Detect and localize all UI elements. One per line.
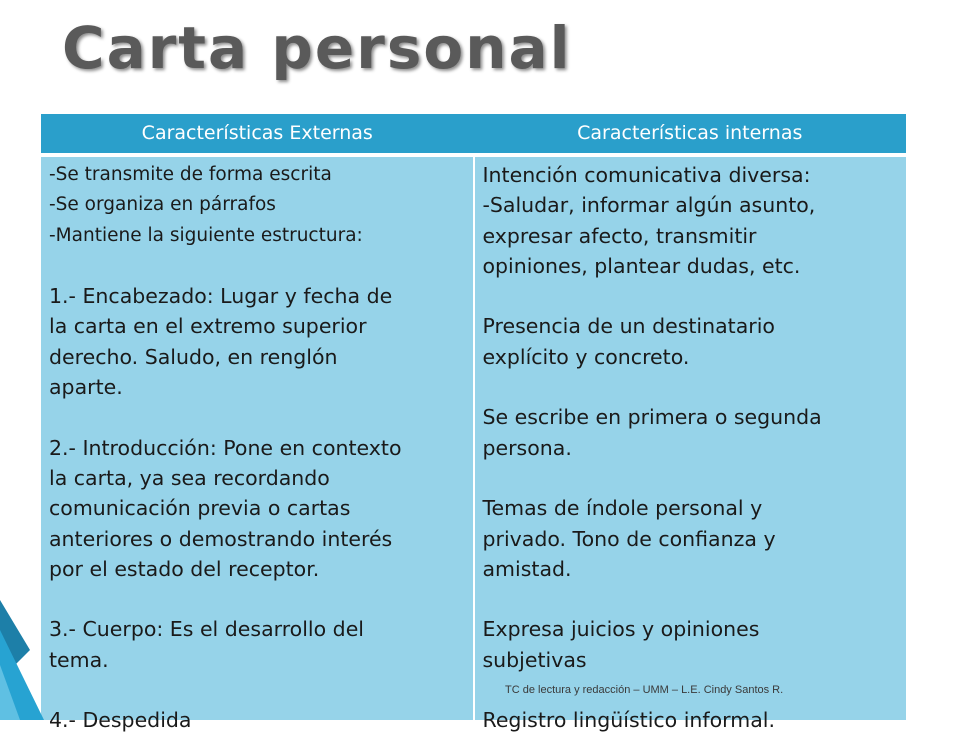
cell-text-line: 1.- Encabezado: Lugar y fecha de <box>49 284 393 309</box>
cell-text-line: 4.- Despedida <box>49 708 192 733</box>
cell-text-line: 3.- Cuerpo: Es el desarrollo del <box>49 617 364 642</box>
corner-decoration <box>0 570 44 720</box>
cell-text-line: comunicación previa o cartas <box>49 496 351 521</box>
cell-text-line: subjetivas <box>482 647 587 672</box>
cell-text-line: -Saludar, informar algún asunto, <box>482 193 816 218</box>
characteristics-table <box>41 114 906 733</box>
cell-text-line: Temas de índole personal y <box>482 496 763 521</box>
cell-text-line: persona. <box>482 435 572 460</box>
cell-text-line: 2.- Introducción: Pone en contexto <box>49 435 402 460</box>
cell-text-line: privado. Tono de confianza y <box>482 526 776 551</box>
cell-text-line: Intención comunicativa diversa: <box>482 163 811 187</box>
cell-text-line: anteriores o demostrando interés <box>49 526 393 551</box>
cell-text-line: -Se organiza en párrafos <box>49 194 276 216</box>
blank-line <box>483 463 899 493</box>
blank-line <box>49 402 465 432</box>
cell-text-line: tema. <box>49 647 109 672</box>
cell-text-line: Registro lingüístico informal. <box>482 708 775 733</box>
blank-line <box>49 251 465 281</box>
slide-footer: TC de lectura y redacción – UMM – L.E. Cindy Santos R. <box>505 684 784 696</box>
blank-line <box>483 281 899 311</box>
cell-text-line: -Se transmite de forma escrita <box>49 164 332 185</box>
table-body-row <box>41 157 906 733</box>
cell-text-line: amistad. <box>482 556 572 581</box>
cell-text-line: aparte. <box>49 375 123 400</box>
blank-line <box>483 584 899 614</box>
slide-title: Carta personal <box>62 14 572 82</box>
blank-line <box>49 675 465 705</box>
external-characteristics-cell <box>41 157 473 733</box>
table-header-row <box>41 114 906 156</box>
cell-text-line: Se escribe en primera o segunda <box>482 405 822 430</box>
blank-line <box>483 372 899 402</box>
blank-line <box>49 584 465 614</box>
internal-characteristics-cell <box>473 157 907 733</box>
cell-text-line: -Mantiene la siguiente estructura: <box>49 224 363 246</box>
cell-text-line: Presencia de un destinatario <box>482 314 775 339</box>
cell-text-line: Expresa juicios y opiniones <box>482 617 760 642</box>
header-external: Características Externas <box>141 122 373 144</box>
cell-text-line: expresar afecto, transmitir <box>482 223 757 248</box>
cell-text-line: por el estado del receptor. <box>49 556 320 581</box>
cell-text-line: la carta en el extremo superior <box>49 314 367 339</box>
cell-text-line: explícito y concreto. <box>482 344 690 369</box>
cell-text-line: la carta, ya sea recordando <box>49 465 330 490</box>
cell-text-line: derecho. Saludo, en renglón <box>49 344 338 369</box>
cell-text-line: opiniones, plantear dudas, etc. <box>482 253 801 278</box>
header-internal: Características internas <box>577 122 803 144</box>
